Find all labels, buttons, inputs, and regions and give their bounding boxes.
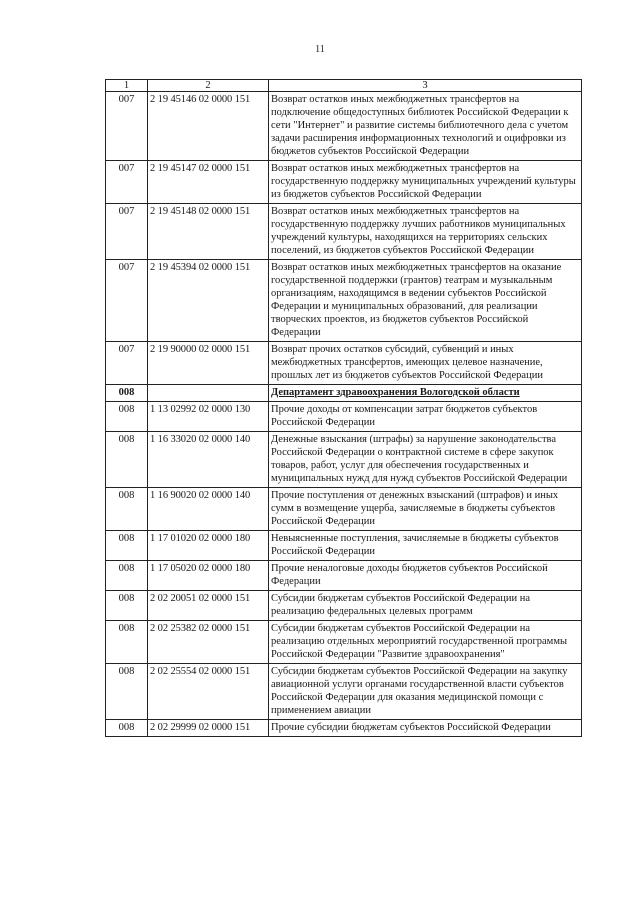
table-row bbox=[106, 720, 582, 737]
header-col-1: 1 bbox=[106, 80, 148, 92]
budget-code-cell: 2 02 25554 02 0000 151 bbox=[148, 664, 269, 720]
admin-code-cell: 007 bbox=[106, 92, 148, 161]
table-row bbox=[106, 591, 582, 621]
table-row bbox=[106, 161, 582, 204]
budget-code-cell: 1 17 05020 02 0000 180 bbox=[148, 561, 269, 591]
description-cell: Возврат прочих остатков субсидий, субвенций и иных межбюджетных трансфертов, имеющих целевое назначение, прошлых лет из бюджетов субъектов Российской Федерации bbox=[269, 342, 582, 385]
table-row bbox=[106, 402, 582, 432]
table-row bbox=[106, 664, 582, 720]
budget-code-cell: 1 17 01020 02 0000 180 bbox=[148, 531, 269, 561]
admin-code-cell: 007 bbox=[106, 204, 148, 260]
header-col-3: 3 bbox=[269, 80, 582, 92]
budget-code-cell: 1 16 33020 02 0000 140 bbox=[148, 432, 269, 488]
admin-code-cell: 008 bbox=[106, 561, 148, 591]
admin-code-cell: 008 bbox=[106, 432, 148, 488]
budget-code-cell: 1 13 02992 02 0000 130 bbox=[148, 402, 269, 432]
description-cell: Невыясненные поступления, зачисляемые в бюджеты субъектов Российской Федерации bbox=[269, 531, 582, 561]
budget-code-cell: 2 19 45147 02 0000 151 bbox=[148, 161, 269, 204]
admin-code-cell: 007 bbox=[106, 260, 148, 342]
admin-code-cell: 007 bbox=[106, 161, 148, 204]
table-row bbox=[106, 561, 582, 591]
table-row bbox=[106, 488, 582, 531]
description-cell: Прочие поступления от денежных взысканий (штрафов) и иных сумм в возмещение ущерба, зачисляемые в бюджеты субъектов Российской Федерации bbox=[269, 488, 582, 531]
budget-code-cell: 2 19 45394 02 0000 151 bbox=[148, 260, 269, 342]
table-row bbox=[106, 260, 582, 342]
admin-code-cell: 008 bbox=[106, 591, 148, 621]
section-header-row bbox=[106, 385, 582, 402]
description-cell: Субсидии бюджетам субъектов Российской Федерации на реализацию федеральных целевых программ bbox=[269, 591, 582, 621]
admin-code-cell: 008 bbox=[106, 664, 148, 720]
admin-code-cell: 008 bbox=[106, 402, 148, 432]
description-cell: Возврат остатков иных межбюджетных трансфертов на подключение общедоступных библиотек Российской Федерации к сети "Интернет" и развитие системы библиотечного дела с учетом задачи расширения информационных технологий и оцифровки из бюджетов субъектов Российской Федерации bbox=[269, 92, 582, 161]
budget-code-cell: 1 16 90020 02 0000 140 bbox=[148, 488, 269, 531]
table-header-row bbox=[106, 80, 582, 92]
description-cell: Субсидии бюджетам субъектов Российской Федерации на закупку авиационной услуги органами государственной власти субъектов Российской Федерации для оказания медицинской помощи с применением авиации bbox=[269, 664, 582, 720]
classification-table bbox=[105, 79, 582, 737]
table-row bbox=[106, 432, 582, 488]
table-row bbox=[106, 621, 582, 664]
description-cell: Прочие доходы от компенсации затрат бюджетов субъектов Российской Федерации bbox=[269, 402, 582, 432]
budget-code-cell: 2 02 29999 02 0000 151 bbox=[148, 720, 269, 737]
header-col-2: 2 bbox=[148, 80, 269, 92]
description-cell: Возврат остатков иных межбюджетных трансфертов на государственную поддержку лучших работников муниципальных учреждений культуры, находящихся на территориях сельских поселений, из бюджетов субъектов Российской Федерации bbox=[269, 204, 582, 260]
description-cell: Прочие субсидии бюджетам субъектов Российской Федерации bbox=[269, 720, 582, 737]
table-body bbox=[106, 80, 582, 737]
admin-code-cell: 008 bbox=[106, 720, 148, 737]
page-number: 11 bbox=[315, 44, 325, 55]
description-cell: Возврат остатков иных межбюджетных трансфертов на государственную поддержку муниципальных учреждений культуры из бюджетов субъектов Российской Федерации bbox=[269, 161, 582, 204]
description-cell: Департамент здравоохранения Вологодской области bbox=[269, 385, 582, 402]
description-cell: Возврат остатков иных межбюджетных трансфертов на оказание государственной поддержки (грантов) театрам и музыкальным организациям, находящимся в ведении субъектов Российской Федерации и муниципальных образований, для реализации творческих проектов, из бюджетов субъектов Российской Федерации bbox=[269, 260, 582, 342]
table-row bbox=[106, 92, 582, 161]
budget-code-cell: 2 19 45148 02 0000 151 bbox=[148, 204, 269, 260]
description-cell: Денежные взыскания (штрафы) за нарушение законодательства Российской Федерации о контрактной системе в сфере закупок товаров, работ, услуг для обеспечения государственных и муниципальных нужд для нужд субъектов Российской Федерации bbox=[269, 432, 582, 488]
description-cell: Прочие неналоговые доходы бюджетов субъектов Российской Федерации bbox=[269, 561, 582, 591]
table-row bbox=[106, 531, 582, 561]
budget-code-cell: 2 19 90000 02 0000 151 bbox=[148, 342, 269, 385]
admin-code-cell: 008 bbox=[106, 488, 148, 531]
description-cell: Субсидии бюджетам субъектов Российской Федерации на реализацию отдельных мероприятий государственной программы Российской Федерации "Развитие здравоохранения" bbox=[269, 621, 582, 664]
budget-code-cell bbox=[148, 385, 269, 402]
admin-code-cell: 007 bbox=[106, 342, 148, 385]
table-row bbox=[106, 204, 582, 260]
table-row bbox=[106, 342, 582, 385]
budget-code-cell: 2 02 20051 02 0000 151 bbox=[148, 591, 269, 621]
admin-code-cell: 008 bbox=[106, 621, 148, 664]
budget-code-cell: 2 02 25382 02 0000 151 bbox=[148, 621, 269, 664]
budget-code-cell: 2 19 45146 02 0000 151 bbox=[148, 92, 269, 161]
admin-code-cell: 008 bbox=[106, 531, 148, 561]
admin-code-cell: 008 bbox=[106, 385, 148, 402]
